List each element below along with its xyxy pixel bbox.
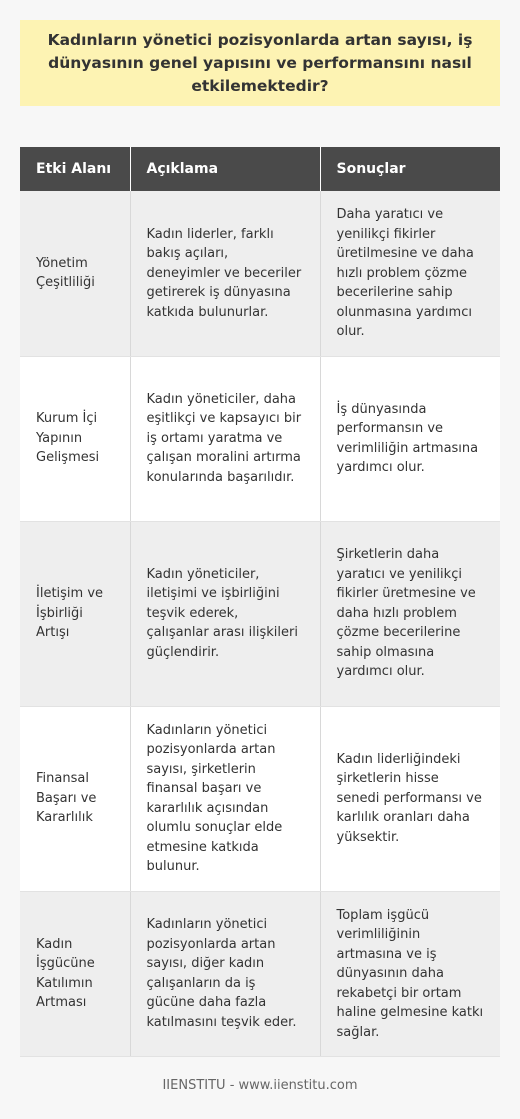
cell-result: İş dünyasında performansın ve verimliliğin artmasına yardımcı olur. [320, 356, 500, 521]
cell-result: Kadın liderliğindeki şirketlerin hisse senedi performansı ve karlılık oranları daha yüksektir. [320, 706, 500, 891]
cell-result: Daha yaratıcı ve yenilikçi fikirler üretilmesine ve daha hızlı problem çözme becerilerine sahip olunmasına yardımcı olur. [320, 191, 500, 356]
title-banner [20, 20, 500, 106]
cell-result: Toplam işgücü verimliliğinin artmasına ve iş dünyasının daha rekabetçi bir ortam haline gelmesine katkı sağlar. [320, 891, 500, 1057]
table-row [20, 356, 500, 521]
cell-impact-area: Kurum İçi Yapının Gelişmesi [20, 356, 130, 521]
table-header-row [20, 147, 500, 191]
cell-impact-area: Finansal Başarı ve Kararlılık [20, 706, 130, 891]
cell-impact-area: Kadın İşgücüne Katılımın Artması [20, 891, 130, 1057]
cell-description: Kadın liderler, farklı bakış açıları, deneyimler ve beceriler getirerek iş dünyasına katkıda bulunurlar. [130, 191, 320, 356]
table-row [20, 521, 500, 706]
cell-description: Kadınların yönetici pozisyonlarda artan sayısı, şirketlerin finansal başarı ve kararlılık açısından olumlu sonuçlar elde etmesine katkıda bulunur. [130, 706, 320, 891]
cell-result: Şirketlerin daha yaratıcı ve yenilikçi fikirler üretmesine ve daha hızlı problem çözme becerilerine sahip olmasına yardımcı olur. [320, 521, 500, 706]
header-description: Açıklama [130, 147, 320, 191]
cell-impact-area: Yönetim Çeşitliliği [20, 191, 130, 356]
cell-description: Kadınların yönetici pozisyonlarda artan sayısı, diğer kadın çalışanların da iş gücüne daha fazla katılmasını teşvik eder. [130, 891, 320, 1057]
table-row [20, 706, 500, 891]
header-results: Sonuçlar [320, 147, 500, 191]
table-row [20, 191, 500, 356]
page-title: Kadınların yönetici pozisyonlarda artan sayısı, iş dünyasının genel yapısını ve performansını nasıl etkilemektedir? [47, 30, 473, 95]
table-row [20, 891, 500, 1057]
cell-description: Kadın yöneticiler, iletişimi ve işbirliğini teşvik ederek, çalışanlar arası ilişkileri güçlendirir. [130, 521, 320, 706]
footer-credit: IIENSTITU - www.iienstitu.com [162, 1078, 358, 1093]
cell-description: Kadın yöneticiler, daha eşitlikçi ve kapsayıcı bir iş ortamı yaratma ve çalışan moralini artırma konularında başarılıdır. [130, 356, 320, 521]
cell-impact-area: İletişim ve İşbirliği Artışı [20, 521, 130, 706]
header-impact-area: Etki Alanı [20, 147, 130, 191]
impact-table [20, 147, 500, 1057]
